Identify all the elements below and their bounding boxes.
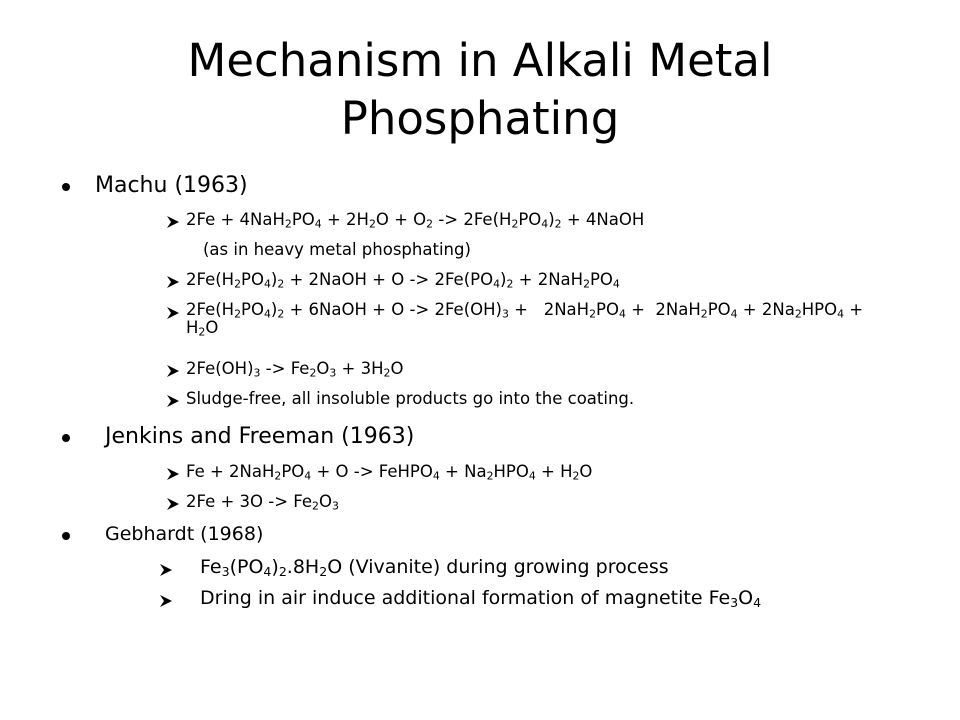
bullet-dot-icon xyxy=(62,532,70,540)
gebhardt-item-1-rendered: $Fe_3(PO_4)_2.8H_2O$ (Vivanite) during growing process xyxy=(200,556,669,580)
arrowhead-bullet-icon xyxy=(166,364,180,378)
equation-1-rendered: $2Fe + 4NaH_2PO_4 + 2H_2O + O_2 -> 2Fe(H_2PO_4)_2$ + 4NaOH xyxy=(186,210,645,231)
section-heading-gebhardt: Gebhardt (1968) xyxy=(105,523,264,545)
title-line-2: Phosphating xyxy=(340,92,620,145)
note-heavy-metal: (as in heavy metal phosphating) xyxy=(203,240,471,259)
equation-5-rendered: $Fe + 2NaH_2PO_4 + O$ -> FeHPO$_4$ + $Na_2HPO_4 + H_2O$ xyxy=(186,462,593,483)
bullet-dot-icon xyxy=(62,183,70,191)
arrowhead-bullet-icon xyxy=(166,306,180,320)
arrowhead-bullet-icon xyxy=(166,215,180,229)
equation-3-rendered: $2Fe(H_2PO_4)_2$ + 6NaOH + $O -> 2Fe(OH)_3 + 2NaH_2PO_4 + 2NaH_2PO_4 + 2Na_2HPO_4 + H_2O$ xyxy=(186,300,864,339)
arrowhead-bullet-icon xyxy=(159,563,173,577)
bullet-dot-icon xyxy=(62,434,70,442)
sludge-free-note: Sludge-free, all insoluble products go into the coating. xyxy=(186,389,635,408)
section-heading-jenkins-freeman: Jenkins and Freeman (1963) xyxy=(105,424,415,449)
section-heading-machu: Machu (1963) xyxy=(95,173,248,198)
arrowhead-bullet-icon xyxy=(166,275,180,289)
equation-6-rendered: $2Fe + 3O -> Fe_2O_3$ xyxy=(186,492,339,513)
title-line-1: Mechanism in Alkali Metal xyxy=(187,34,773,87)
arrowhead-bullet-icon xyxy=(166,497,180,511)
arrowhead-bullet-icon xyxy=(159,594,173,608)
gebhardt-item-2-rendered: Dring in air induce additional formation of magnetite $Fe_3O_4$ xyxy=(200,587,762,611)
equation-4-rendered: $2Fe(OH)_3 -> Fe_2O_3 + 3H_2O$ xyxy=(186,359,404,380)
equation-2-rendered: $2Fe(H_2PO_4)_2$ + 2NaOH + $O -> 2Fe(PO_4)_2 + 2NaH_2PO_4$ xyxy=(186,270,620,291)
arrowhead-bullet-icon xyxy=(166,394,180,408)
arrowhead-bullet-icon xyxy=(166,467,180,481)
